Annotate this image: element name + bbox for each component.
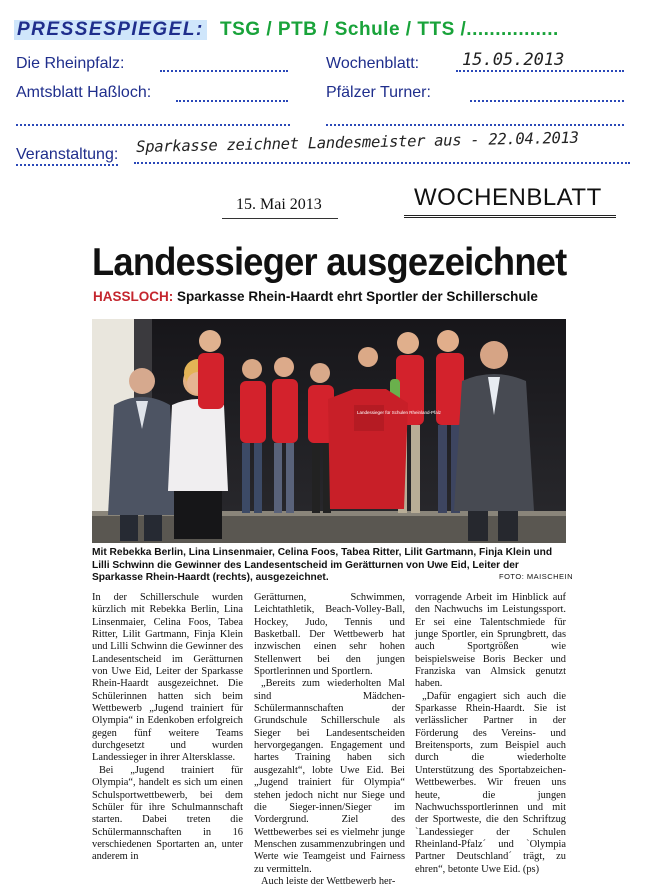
body-column-3 bbox=[415, 592, 566, 876]
col1-paragraph: Bei „Jugend trainiert für Olympia“, handelt es sich um einen Schulsportwettbewerb, bei dem Schüler für ihre Schulmannschaft starten. Dabei treten die Schülermannschaften in 16 verschiedenen Sportarten an, unter anderem in bbox=[92, 764, 243, 863]
wochenblatt-blank bbox=[456, 70, 624, 72]
body-column-1 bbox=[92, 592, 243, 864]
newspaper-rule bbox=[404, 215, 616, 220]
col1-paragraph: In der Schillerschule wurden kürzlich mit Rebekka Berlin, Lina Linsenmaier, Celina Foos, Tabea Ritter, Lilit Gartmann, Finja Klein und Lilli Schwinn die Gewinner des Landesentscheid im Gerätturnen von Uwe Eid, Leiter der Sparkasse Rhein-Haardt ausgezeichnet. Die Schülerinnen hatten sich beim Wettbewerb „Jugend trainiert für Olympia“ in Edenkoben erfolgreich gegen fünf weitere Teams durchgesetzt und wurden Landessieger in ihrer Altersklasse. bbox=[92, 592, 243, 764]
category-tags: TSG / PTB / Schule / TTS /................ bbox=[220, 19, 559, 40]
rheinpfalz-blank bbox=[160, 70, 288, 72]
event-label: Veranstaltung: bbox=[16, 146, 118, 166]
blank-line-left bbox=[16, 124, 290, 126]
turner-label: Pfälzer Turner: bbox=[326, 84, 431, 101]
col3-paragraph: vorragende Arbeit im Hinblick auf den Nachwuchs im Leistungssport. Er sei eine Talentschmiede für junge Sportler, ein Sprungbrett, das auch Sportgrößen wie beispielsweise Boris Becker und Franziska van Almsick genutzt haben. bbox=[415, 592, 566, 690]
col3-paragraph: „Dafür engagiert sich auch die Sparkasse Rhein-Haardt. Sie ist verlässlicher Partner in der Förderung des Vereins- und Breitensports, zum Beispiel auch durch die wiederholte Unterstützung des Sportabzeichen-Wettbewerbes. Wir freuen uns heute, die jungen Nachwuchssportlerinnen und mit der Sportweste, die den Schriftzug `Landessieger der Schulen Rheinland-Pfalz´ und `Olympia Partner Deutschland´ trägt, zu ehren“, betonte Uwe Eid. (ps) bbox=[415, 690, 566, 875]
body-column-2 bbox=[254, 592, 405, 888]
col2-paragraph: „Bereits zum wiederholten Mal sind Mädchen-Schülermannschaften der Grundschule Schillerschule als Sieger bei Landesentscheiden hervorgegangen. Engagement und hartes Training haben sich ausgezahlt“, lobte Uwe Eid. Bei „Jugend trainiert für Olympia“ stehen jedoch nicht nur Siege und die Sieger-innen/Sieger im Vordergrund. Ziel des Wettbewerbes sei es vielmehr junge Menschen zusammenzubringen und Werte wie Teamgeist und Fairness zu vermitteln. bbox=[254, 678, 405, 875]
wochenblatt-label: Wochenblatt: bbox=[326, 55, 420, 72]
amtsblatt-label: Amtsblatt Haßloch: bbox=[16, 84, 152, 101]
location-kicker: HASSLOCH: bbox=[93, 289, 174, 304]
col2-paragraph: Gerätturnen, Schwimmen, Leichtathletik, Beach-Volley-Ball, Hockey, Judo, Tennis und Basketball. Der Wettbewerb hat inzwischen einen sehr hohen Stellenwert bei den jungen Sportlerinnen und Sportlern. bbox=[254, 592, 405, 678]
col2-paragraph: Auch leiste der Wettbewerb her- bbox=[261, 875, 396, 887]
photo-caption: Mit Rebekka Berlin, Lina Linsenmaier, Celina Foos, Tabea Ritter, Lilit Gartmann, Finja Klein und Lilli Schwinn die Gewinner des Landesentscheid im Gerätturnen von Uwe Eid, Leiter der Sparkasse Rhein-Haardt (rechts), ausgezeichnet. bbox=[92, 547, 553, 584]
blank-line-right bbox=[326, 124, 624, 126]
date-rule bbox=[222, 218, 338, 219]
article-headline: Landessieger ausgezeichnet bbox=[92, 241, 567, 284]
article-photo bbox=[92, 319, 566, 543]
vest-print: Landessieger für Schulen Rheinland-Pfalz bbox=[357, 410, 442, 415]
turner-blank bbox=[470, 100, 624, 102]
event-value: Sparkasse zeichnet Landesmeister aus - 22.04.2013 bbox=[136, 128, 579, 156]
subheadline-text: Sparkasse Rhein-Haardt ehrt Sportler der Schillerschule bbox=[177, 289, 538, 304]
newspaper-name: WOCHENBLATT bbox=[414, 184, 602, 211]
article-subheadline bbox=[93, 289, 538, 304]
amtsblatt-blank bbox=[176, 100, 288, 102]
rheinpfalz-label: Die Rheinpfalz: bbox=[16, 55, 125, 72]
photo-credit: FOTO: MAISCHEIN bbox=[499, 572, 574, 581]
article-date: 15. Mai 2013 bbox=[236, 196, 322, 213]
event-blank bbox=[134, 162, 630, 164]
pressespiegel-title: PRESSESPIEGEL: bbox=[14, 20, 207, 40]
wochenblatt-date-value: 15.05.2013 bbox=[462, 50, 565, 70]
